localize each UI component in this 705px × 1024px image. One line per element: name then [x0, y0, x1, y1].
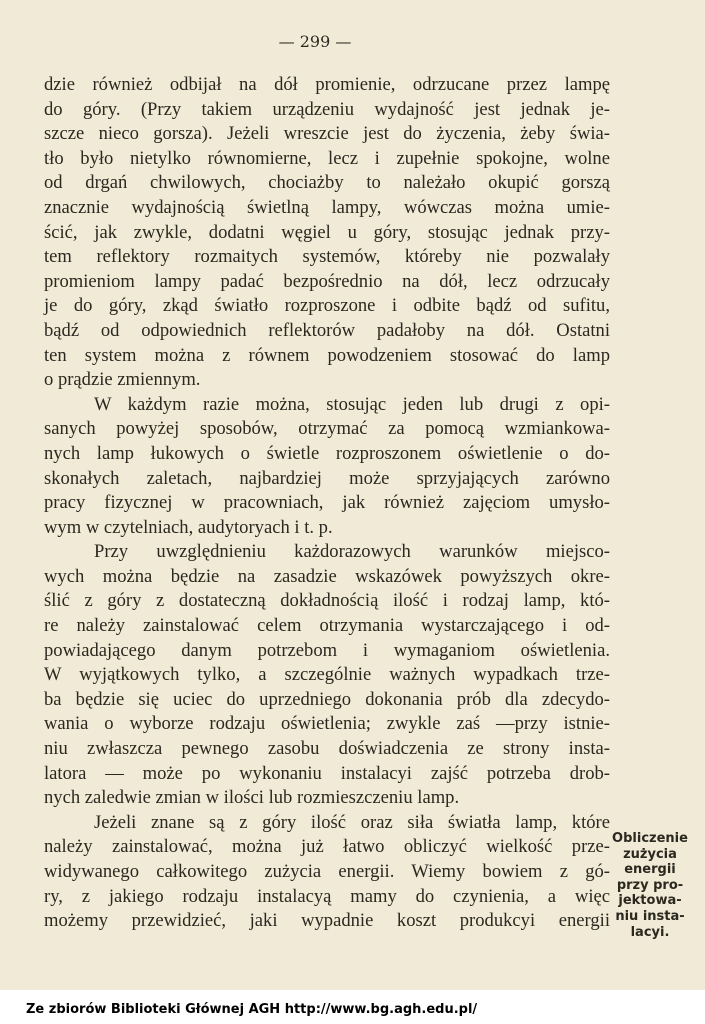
- text-line: od drgań chwilowych, chociażby to należało okupić gorszą: [44, 172, 610, 194]
- text-line: wania o wyborze rodzaju oświetlenia; zwykle zaś —przy istnie-: [44, 713, 610, 735]
- paragraph-4: [44, 811, 610, 934]
- text-line: należy zainstalować, można już łatwo obliczyć wielkość prze-: [44, 836, 610, 858]
- marginal-note-line: Obliczenie: [612, 831, 688, 846]
- marginal-note-line: energii: [624, 862, 676, 878]
- text-line: tło było nietylko równomierne, lecz i zupełnie spokojne, wolne: [44, 147, 610, 169]
- text-line: sanych powyżej sposobów, otrzymać za pomocą wzmiankowa-: [44, 418, 610, 440]
- marginal-note-line: zużycia: [623, 846, 677, 862]
- text-line: latora — może po wykonaniu instalacyi zajść potrzeba drob-: [44, 762, 610, 784]
- text-line: promieniom lampy padać bezpośrednio na dół, lecz odrzucały: [44, 270, 610, 292]
- text-line: dzie również odbijał na dół promienie, odrzucane przez lampę: [44, 74, 610, 95]
- text-line: nych lamp łukowych o świetle rozproszonem oświetlenie o do-: [44, 442, 610, 464]
- text-line: pracy fizycznej w pracowniach, jak również zajęciom umysło-: [44, 492, 610, 514]
- text-line: Jeżeli znane są z góry ilość oraz siła światła lamp, które: [94, 811, 610, 833]
- paragraph-3: [44, 540, 610, 811]
- library-footer: Ze zbiorów Biblioteki Głównej AGH http://www.bg.agh.edu.pl/: [26, 1002, 478, 1017]
- text-line: nych zaledwie zmian w ilości lub rozmieszczeniu lamp.: [44, 787, 460, 809]
- text-line: skonałych zaletach, najbardziej może sprzyjających zarówno: [44, 467, 610, 489]
- text-line: ścić, jak zwykle, dodatni węgiel u góry, stosując jednak przy-: [44, 221, 610, 243]
- marginal-note-line: jektowa-: [618, 893, 682, 909]
- page-number: — 299 —: [278, 32, 352, 51]
- text-line: Przy uwzględnieniu każdorazowych warunków miejsco-: [94, 541, 610, 563]
- marginal-note: [609, 831, 691, 940]
- text-line: do góry. (Przy takiem urządzeniu wydajność jest jednak je-: [44, 98, 610, 120]
- text-line: widywanego całkowitego zużycia energii. Wiemy bowiem z gó-: [44, 861, 610, 882]
- text-line: ten system można z równem powodzeniem stosować do lamp: [44, 344, 610, 366]
- text-line: bądź od odpowiednich reflektorów padałoby na dół. Ostatni: [44, 319, 610, 341]
- text-line: ba będzie się uciec do uprzedniego dokonania prób dla zdecydo-: [44, 688, 610, 710]
- marginal-note-line: lacyi.: [630, 924, 670, 940]
- text-line: znacznie wydajnością świetlną lampy, wówczas można umie-: [44, 196, 610, 218]
- text-line: wym w czytelniach, audytoryach i t. p.: [44, 516, 333, 538]
- text-line: możemy przewidzieć, jaki wypadnie koszt produkcyi energii: [44, 910, 610, 932]
- text-line: niu zwłaszcza pewnego zasobu doświadczenia ze strony insta-: [44, 738, 610, 760]
- text-line: o prądzie zmiennym.: [44, 369, 201, 391]
- text-line: ry, z jakiego rodzaju instalacyą mamy do czynienia, a więc: [44, 885, 610, 907]
- paragraph-1: [44, 73, 610, 393]
- marginal-note-line: przy pro-: [616, 877, 684, 893]
- marginal-note-line: niu insta-: [615, 908, 685, 924]
- text-line: szcze nieco gorsza). Jeżeli wreszcie jest do życzenia, żeby świa-: [44, 123, 610, 145]
- text-line: re należy zainstalować celem otrzymania wystarczającego i od-: [44, 615, 610, 637]
- text-line: powiadającego danym potrzebom i wymaganiom oświetlenia.: [44, 639, 610, 661]
- text-line: W wyjątkowych tylko, a szczególnie ważnych wypadkach trze-: [44, 664, 610, 686]
- text-line: ślić z góry z dostateczną dokładnością ilość i rodzaj lamp, któ-: [44, 590, 610, 612]
- text-line: tem reflektory rozmaitych systemów, któreby nie pozwalały: [44, 246, 610, 268]
- text-line: W każdym razie można, stosując jeden lub drugi z opi-: [94, 393, 610, 415]
- text-line: je do góry, zkąd światło rozproszone i odbite bądź od sufitu,: [44, 295, 610, 317]
- paragraph-2: [44, 393, 610, 541]
- text-line: wych można będzie na zasadzie wskazówek powyższych okre-: [44, 565, 610, 587]
- body-text: [44, 73, 610, 934]
